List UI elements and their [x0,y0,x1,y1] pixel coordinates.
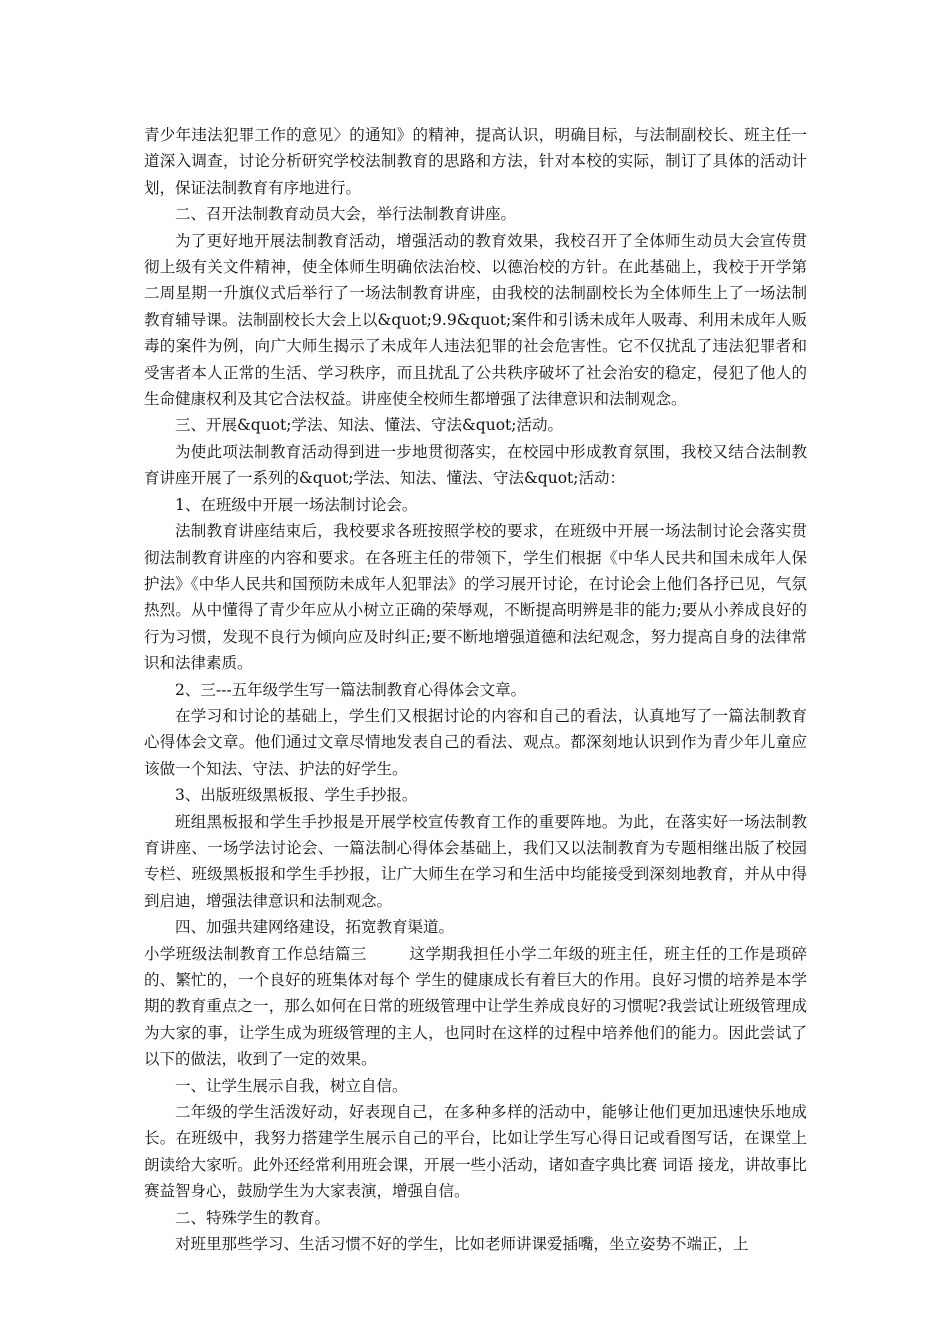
paragraph-special-students: 对班里那些学习、生活习惯不好的学生，比如老师讲课爱插嘴，坐立姿势不端正，上 [175,1235,749,1254]
article-title: 小学班级法制教育工作总结篇三 [144,944,367,963]
paragraph-discussion: 法制教育讲座结束后，我校要求各班按照学校的要求，在班级中开展一场法制讨论会落实贯彻法制教育讲座的内容和要求。在各班主任的带领下，学生们根据《中华人民共和国未成年人保护法》《中华人民共和国预防未成年人犯罪法》的学习展开讨论，在讨论会上他们各抒已见，气氛热烈。从中懂得了青少年应从小树立正确的荣辱观，不断提高明辨是非的能力;要从小养成良好的行为习惯，发现不良行为倾向应及时纠正;要不断地增强道德和法纪观念，努力提高自身的法律常识和法律素质。 [144,522,807,673]
paragraph-part-three [144,941,807,1073]
subheading-blackboard: 3、出版班级黑板报、学生手抄报。 [175,786,418,805]
paragraph-self-confidence: 二年级的学生活泼好动，好表现自己，在多种多样的活动中，能够让他们更加迅速快乐地成长。在班级中，我努力搭建学生展示自己的平台，比如让学生写心得日记或看图写话，在课堂上朗读给大家听。此外还经常利用班会课，开展一些小活动，诸如查字典比赛 词语 接龙，讲故事比赛益智身心，鼓励学生为大家表演，增强自信。 [144,1103,807,1201]
paragraph-blackboard: 班组黑板报和学生手抄报是开展学校宣传教育工作的重要阵地。为此，在落实好一场法制教育讲座、一场学法讨论会、一篇法制心得体会基础上，我们又以法制教育为专题相继出版了校园专栏、班级黑板报和学生手抄报，让广大师生在学习和生活中均能接受到深刻地教育，并从中得到启迪，增强法律意识和法制观念。 [144,812,807,910]
section-heading-self-confidence: 一、让学生展示自我，树立自信。 [175,1076,408,1095]
paragraph-activities: 为使此项法制教育活动得到进一步地贯彻落实，在校园中形成教育氛围，我校又结合法制教育讲座开展了一系列的&quot;学法、知法、懂法、守法&quot;活动： [144,442,807,488]
document-body [144,122,807,1257]
paragraph-mobilization: 为了更好地开展法制教育活动，增强活动的教育效果，我校召开了全体师生动员大会宣传贯彻上级有关文件精神，使全体师生明确依法治校、以德治校的方针。在此基础上，我校于开学第二周星期一升旗仪式后举行了一场法制教育讲座，由我校的法制副校长为全体师生上了一场法制教育辅导课。法制副校长大会上以&quot;9.9&quot;案件和引诱未成年人吸毒、利用未成年人贩毒的案件为例，向广大师生揭示了未成年人违法犯罪的社会危害性。它不仅扰乱了违法犯罪者和受害者本人正常的生活、学习秩序，而且扰乱了公共秩序破坏了社会治安的稳定，侵犯了他人的生命健康权利及其它合法权益。讲座使全校师生都增强了法律意识和法制观念。 [144,231,807,409]
subheading-essay: 2、三---五年级学生写一篇法制教育心得体会文章。 [175,680,527,699]
paragraph-intro-continued: 青少年违法犯罪工作的意见〉的通知》的精神，提高认识，明确目标，与法制副校长、班主任一道深入调查，讨论分析研究学校法制教育的思路和方法，针对本校的实际，制订了具体的活动计划，保证法制教育有序地进行。 [144,126,807,197]
article-body-intro: 这学期我担任小学二年级的班主任，班主任的工作是琐碎的、繁忙的，一个良好的班集体对每个 学生的健康成长有着巨大的作用。良好习惯的培养是本学期的教育重点之一，那么如何在日常的班级管理中让学生养成良好的习惯呢?我尝试让班级管理成为大家的事，让学生成为班级管理的主人，也同时在这样的过程中培养他们的能力。因此尝试了以下的做法，收到了一定的效果。 [144,944,807,1069]
section-heading-special-students: 二、特殊学生的教育。 [175,1208,331,1227]
subheading-discussion: 1、在班级中开展一场法制讨论会。 [175,495,418,514]
section-heading-network: 四、加强共建网络建设，拓宽教育渠道。 [175,918,455,937]
section-heading-activities: 三、开展&quot;学法、知法、懂法、守法&quot;活动。 [175,416,563,435]
paragraph-essay: 在学习和讨论的基础上，学生们又根据讨论的内容和自己的看法，认真地写了一篇法制教育心得体会文章。他们通过文章尽情地发表自己的看法、观点。都深刻地认识到作为青少年儿童应该做一个知法、守法、护法的好学生。 [144,706,807,778]
section-heading-mobilization: 二、召开法制教育动员大会，举行法制教育讲座。 [175,205,517,224]
